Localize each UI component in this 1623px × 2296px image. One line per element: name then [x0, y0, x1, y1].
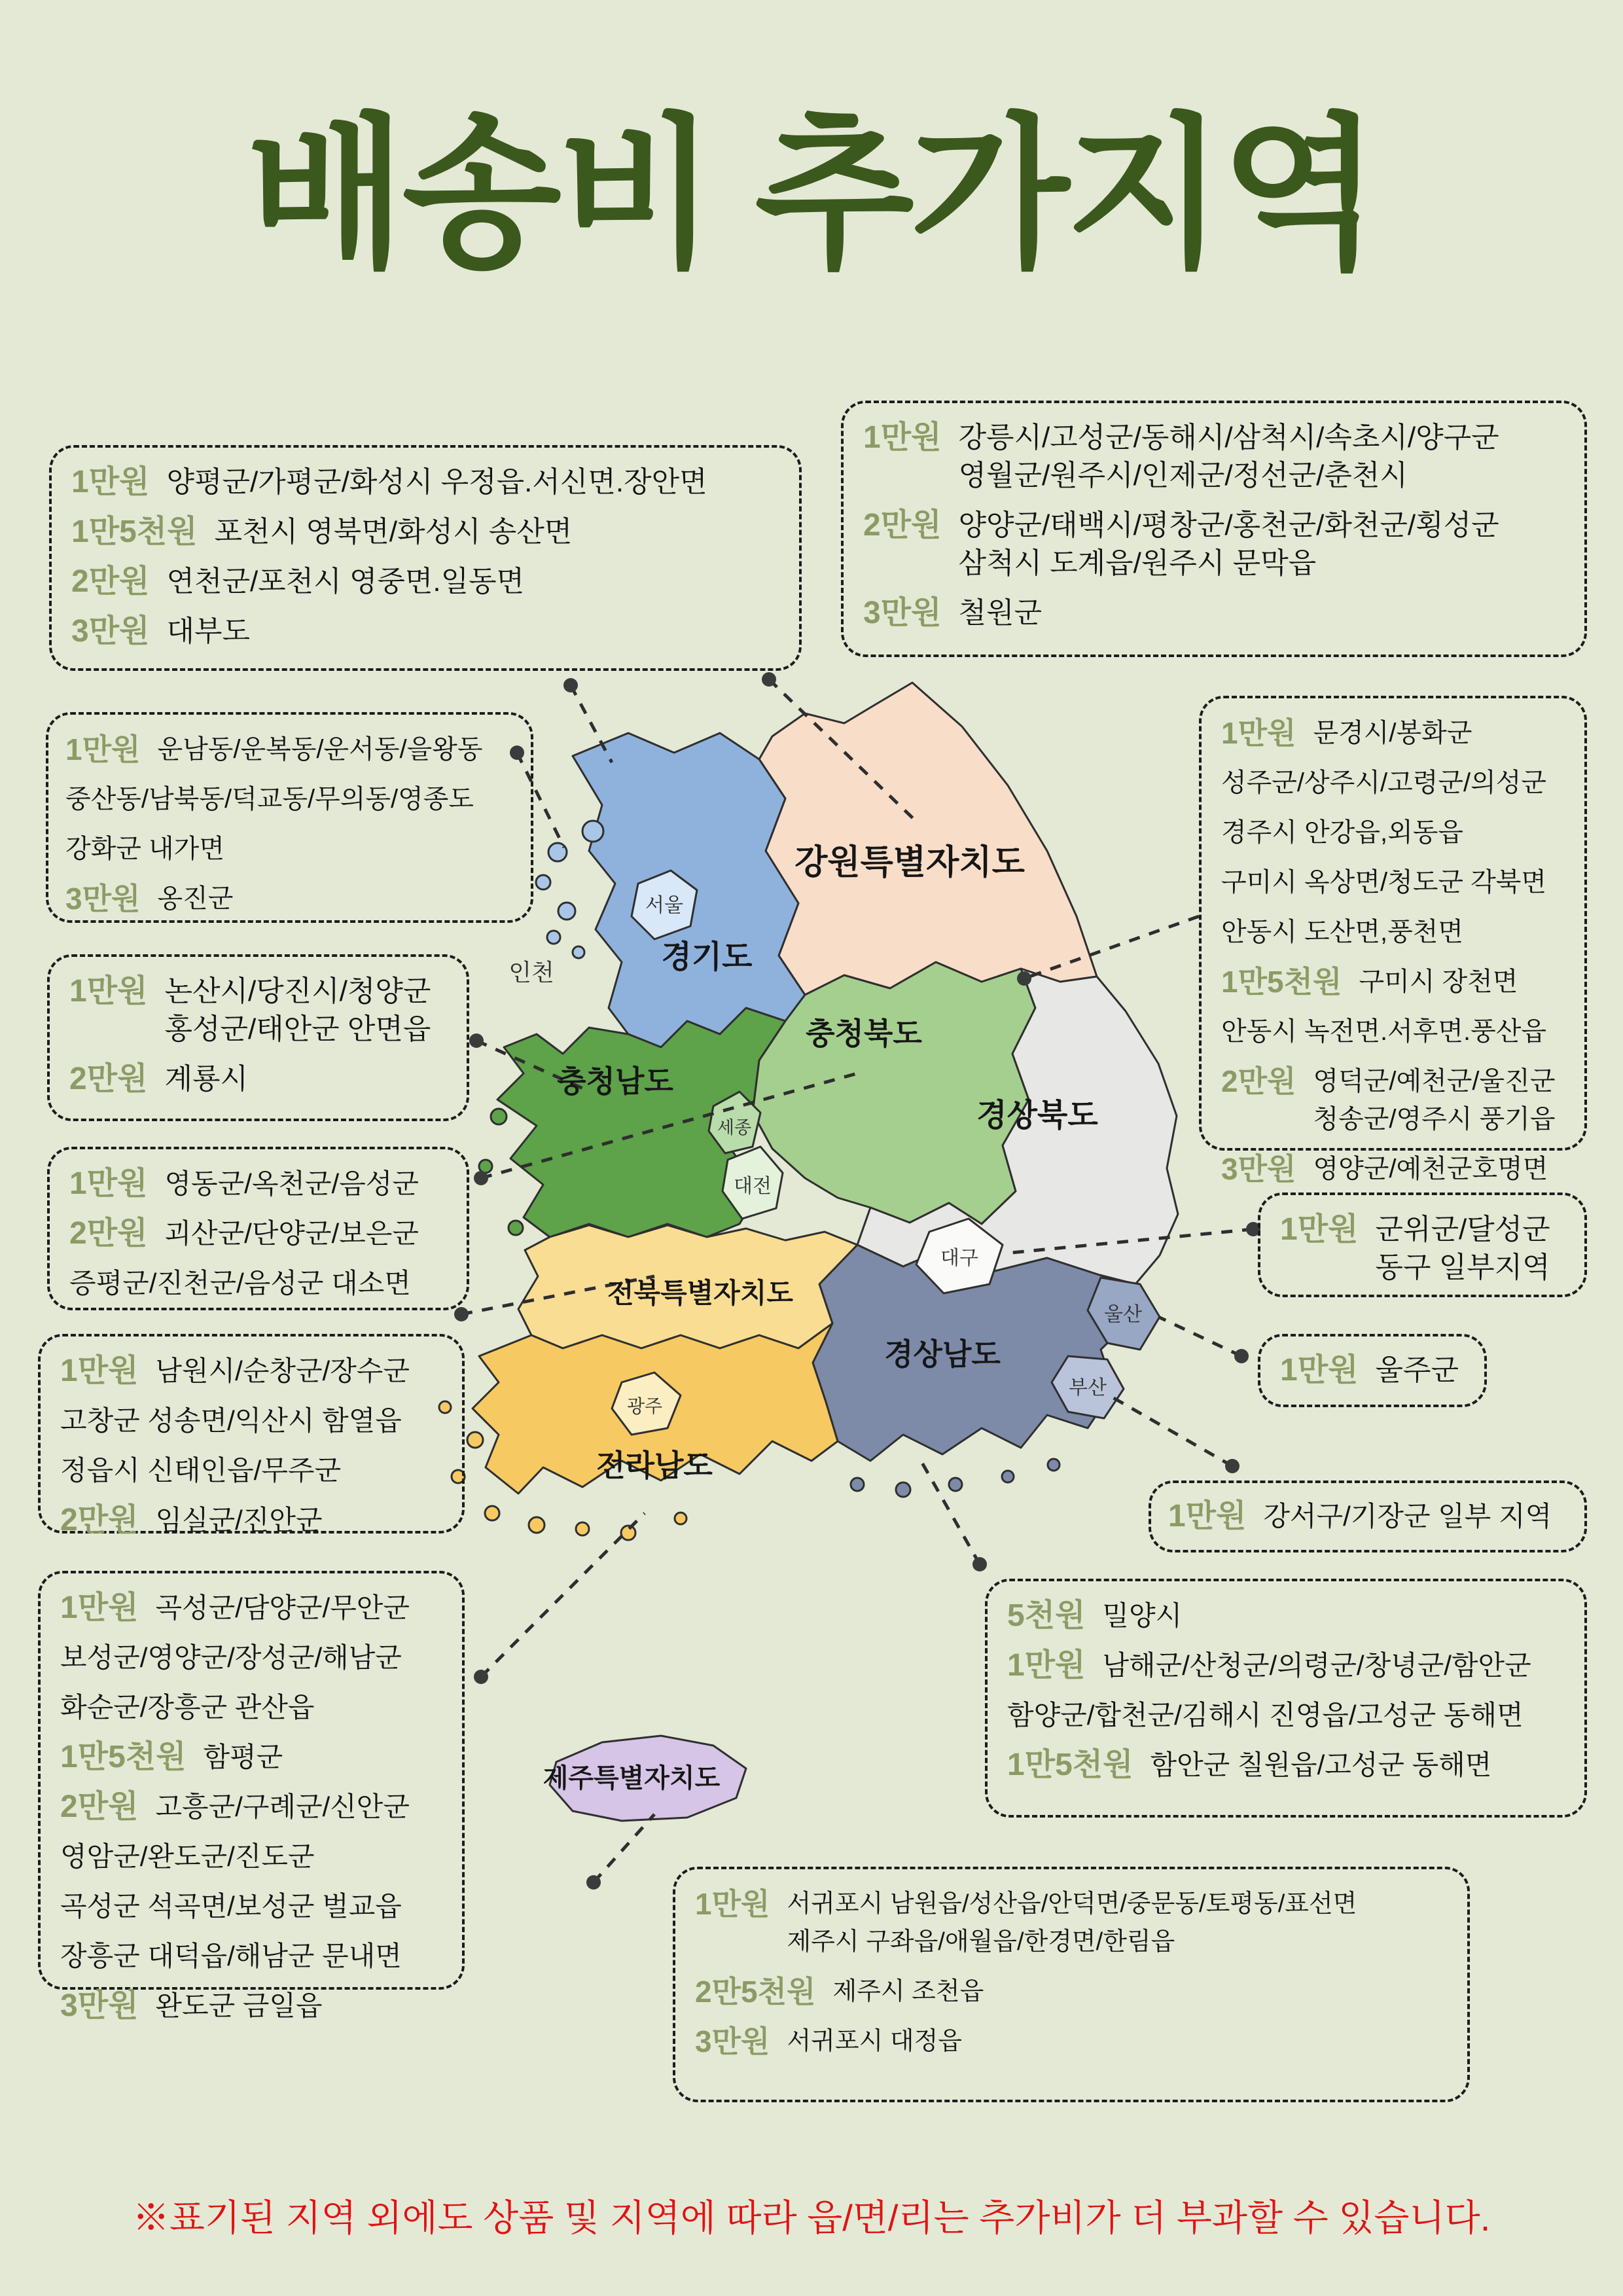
price-label: 3만원: [695, 2024, 770, 2058]
map-label-jeonnam: 전라남도: [596, 1448, 713, 1482]
connector-gyeongnam: [919, 1458, 980, 1564]
region-list: 완도군 금일읍: [155, 1990, 323, 2021]
region-list: 철원군: [958, 597, 1042, 629]
region-list-cont: 곡성군 석곡면/보성군 벌교읍: [60, 1891, 402, 1922]
gyeongnam-island: [1002, 1471, 1014, 1482]
map-label-ulsan: 울산: [1104, 1304, 1142, 1325]
region-list-cont: 구미시 옥상면/청도군 각북면: [1221, 868, 1547, 897]
region-list: 서귀포시 대정읍: [787, 2028, 962, 2055]
price-label: 1만원: [65, 732, 141, 766]
map-label-chungnam: 충청남도: [557, 1064, 673, 1098]
region-list-cont: 영암군/완도군/진도군: [60, 1841, 315, 1872]
footer-note: ※표기된 지역 외에도 상품 및 지역에 따라 읍/면/리는 추가비가 더 부과할 수 있습니다.: [132, 2197, 1491, 2238]
region-list: 군위군/달성군 동구 일부지역: [1375, 1213, 1550, 1283]
connector-busan: [1113, 1397, 1232, 1466]
price-label: 5천원: [1007, 1598, 1086, 1633]
info-box-gyeongnam: [985, 1579, 1587, 1818]
incheon-island: [558, 903, 575, 920]
region-list-cont: 경주시 안강읍,외동읍: [1221, 818, 1463, 847]
connector-dot: [474, 1171, 488, 1185]
incheon-island: [536, 875, 550, 889]
price-label: 1만원: [69, 1166, 148, 1201]
price-label: 3만원: [863, 596, 942, 630]
info-box-chungnam: [47, 954, 469, 1121]
info-box-incheon: [46, 712, 533, 923]
region-list: 제주시 조천읍: [832, 1978, 984, 2005]
jeonnam-island: [529, 1517, 544, 1533]
connector-dot: [474, 1670, 488, 1684]
map-label-sejong: 세종: [717, 1118, 752, 1138]
region-list: 곡성군/담양군/무안군: [155, 1592, 410, 1623]
region-list: 논산시/당진시/청양군 홍성군/태안군 안면읍: [164, 975, 431, 1045]
connector-dot: [586, 1875, 601, 1890]
map-label-busan: 부산: [1069, 1377, 1107, 1399]
info-box-chungbuk: [47, 1147, 469, 1310]
region-list: 양양군/태백시/평창군/홍천군/화천군/횡성군 삼척시 도계읍/원주시 문막읍: [958, 509, 1499, 579]
map-label-gangwon: 강원특별자치도: [794, 844, 1025, 882]
price-label: 1만원: [1280, 1353, 1359, 1388]
connector-dot: [762, 672, 776, 687]
price-label: 1만5천원: [1007, 1748, 1133, 1782]
price-label: 2만원: [69, 1216, 148, 1251]
region-list-cont: 증평군/진천군/음성군 대소면: [69, 1268, 411, 1299]
price-label: 1만원: [1221, 716, 1296, 750]
region-list: 영동군/옥천군/음성군: [164, 1168, 419, 1199]
province-gangwon: [759, 683, 1097, 995]
connector-dot: [1017, 971, 1031, 986]
region-list: 계룡시: [164, 1063, 248, 1095]
price-label: 2만원: [69, 1062, 148, 1096]
region-list: 괴산군/단양군/보은군: [164, 1218, 419, 1249]
price-label: 1만원: [1280, 1212, 1359, 1247]
info-box-jeonnam: [38, 1571, 465, 2023]
map-label-gyeongbuk: 경상북도: [976, 1098, 1098, 1133]
price-label: 1만원: [863, 420, 942, 455]
region-list-cont: 중산동/남북동/덕교동/무의동/영종도: [65, 785, 474, 814]
gyeongnam-island: [851, 1478, 864, 1491]
map-label-seoul: 서울: [645, 895, 683, 916]
info-box-jeju: [673, 1867, 1470, 2102]
incheon-island: [573, 946, 584, 958]
info-box-jeonbuk: [38, 1334, 465, 1537]
price-label: 2만원: [60, 1789, 139, 1824]
region-list: 강서구/기장군 일부 지역: [1263, 1501, 1552, 1532]
map-label-jeonbuk: 전북특별자치도: [607, 1278, 794, 1308]
info-box-gyeonggi: [49, 445, 802, 671]
connector-dot: [972, 1557, 987, 1571]
region-list: 강릉시/고성군/동해시/삼척시/속초시/양구군 영월군/원주시/인제군/정선군/춘천시: [958, 422, 1499, 492]
price-label: 2만원: [71, 564, 150, 599]
gyeongnam-island: [949, 1478, 962, 1491]
map-label-gyeongnam: 경상남도: [884, 1337, 1001, 1371]
region-list-cont: 안동시 도산면,풍천면: [1221, 918, 1463, 946]
incheon-island: [547, 931, 560, 944]
price-label: 1만5천원: [71, 514, 198, 549]
price-label: 1만원: [60, 1590, 139, 1625]
price-label: 2만원: [1221, 1064, 1296, 1098]
connector-dot: [1225, 1459, 1240, 1473]
price-label: 1만5천원: [1221, 965, 1342, 999]
map-label-incheon: 인천: [508, 959, 554, 986]
info-box-gyeongbuk: [1199, 696, 1587, 1186]
info-box-gangwon: [841, 401, 1587, 657]
region-list-cont: 안동시 녹전면.서후면.풍산읍: [1221, 1017, 1547, 1046]
region-list: 영덕군/예천군/울진군 청송군/영주시 풍기읍: [1313, 1067, 1556, 1134]
info-box-ulsan: [1258, 1334, 1487, 1407]
region-list-cont: 정읍시 신태인읍/무주군: [60, 1455, 342, 1486]
region-list: 함평군: [203, 1742, 283, 1772]
map-label-chungbuk: 충청북도: [806, 1016, 922, 1050]
incheon-island: [548, 843, 567, 861]
region-list-cont: 고창군 성송면/익산시 함열읍: [60, 1405, 402, 1436]
jeonnam-island: [485, 1506, 499, 1520]
price-label: 1만5천원: [60, 1740, 187, 1774]
page-title: 배송비 추가지역: [246, 103, 1377, 287]
connector-jeonnam: [481, 1513, 645, 1677]
region-list: 울주군: [1375, 1354, 1459, 1386]
jeonnam-island: [467, 1432, 483, 1448]
map-label-gyeonggi: 경기도: [661, 940, 753, 975]
region-list: 연천군/포천시 영중면.일동면: [166, 565, 525, 598]
price-label: 3만원: [71, 614, 150, 649]
region-list: 옹진군: [157, 884, 234, 913]
chungnam-island: [508, 1221, 523, 1235]
price-label: 3만원: [60, 1988, 139, 2023]
chungnam-island: [491, 1109, 507, 1124]
region-list-cont: 성주군/상주시/고령군/의성군: [1221, 768, 1547, 797]
region-list: 영양군/예천군호명면: [1313, 1155, 1548, 1183]
price-label: 3만원: [65, 882, 141, 916]
connector-dot: [454, 1307, 469, 1321]
region-list: 양평군/가평군/화성시 우정읍.서신면.장안면: [166, 466, 707, 498]
price-label: 1만원: [1168, 1499, 1247, 1534]
connector-dot: [469, 1033, 484, 1048]
jeonnam-island: [576, 1522, 589, 1535]
map-label-daejeon: 대전: [734, 1175, 772, 1197]
price-label: 3만원: [1221, 1152, 1296, 1186]
connector-jeju: [594, 1814, 654, 1882]
region-list-cont: 강화군 내가면: [65, 834, 224, 863]
price-label: 2만원: [60, 1503, 139, 1537]
info-box-busan: [1149, 1480, 1587, 1552]
region-list: 남원시/순창군/장수군: [155, 1355, 410, 1386]
connector-dot: [563, 678, 578, 692]
region-list-cont: 보성군/영양군/장성군/해남군: [60, 1642, 402, 1673]
price-label: 1만원: [60, 1354, 139, 1388]
region-list: 임실군/진안군: [155, 1505, 323, 1535]
region-list: 남해군/산청군/의령군/창녕군/함안군: [1102, 1650, 1531, 1681]
region-list: 대부도: [166, 615, 250, 647]
region-list: 밀양시: [1102, 1600, 1183, 1631]
region-list: 고흥군/구례군/신안군: [155, 1791, 410, 1822]
price-label: 2만5천원: [695, 1975, 816, 2009]
region-list-cont: 화순군/장흥군 관산읍: [60, 1692, 315, 1723]
gyeongnam-island: [1048, 1459, 1060, 1471]
gyeongnam-island: [896, 1482, 910, 1497]
region-list: 서귀포시 남원읍/성산읍/안덕면/중문동/토평동/표선면 제주시 구좌읍/애월읍/한경면/한림읍: [787, 1890, 1357, 1956]
incheon-island: [582, 821, 603, 842]
region-list: 문경시/봉화군: [1313, 719, 1472, 747]
region-list-cont: 함양군/합천군/김해시 진영읍/고성군 동해면: [1007, 1700, 1524, 1731]
region-list: 포천시 영북면/화성시 송산면: [214, 516, 573, 548]
map-label-gwangju: 광주: [626, 1396, 663, 1416]
region-list-cont: 장흥군 대덕읍/해남군 문내면: [60, 1941, 402, 1971]
price-label: 1만원: [69, 974, 148, 1009]
map-label-jeju: 제주특별자치도: [543, 1764, 721, 1793]
map-label-daegu: 대구: [940, 1247, 978, 1269]
connector-dot: [1234, 1349, 1249, 1363]
jeonnam-island: [675, 1513, 687, 1524]
info-box-daegu: [1258, 1193, 1587, 1297]
region-list: 운남동/운복동/운서동/을왕동: [157, 735, 483, 764]
price-label: 1만원: [71, 465, 150, 499]
price-label: 1만원: [695, 1887, 770, 1921]
price-label: 2만원: [863, 508, 942, 543]
connector-ulsan: [1158, 1317, 1241, 1356]
price-label: 1만원: [1007, 1648, 1086, 1683]
region-list: 함안군 칠원읍/고성군 동해면: [1150, 1749, 1492, 1780]
region-list: 구미시 장천면: [1359, 967, 1518, 996]
